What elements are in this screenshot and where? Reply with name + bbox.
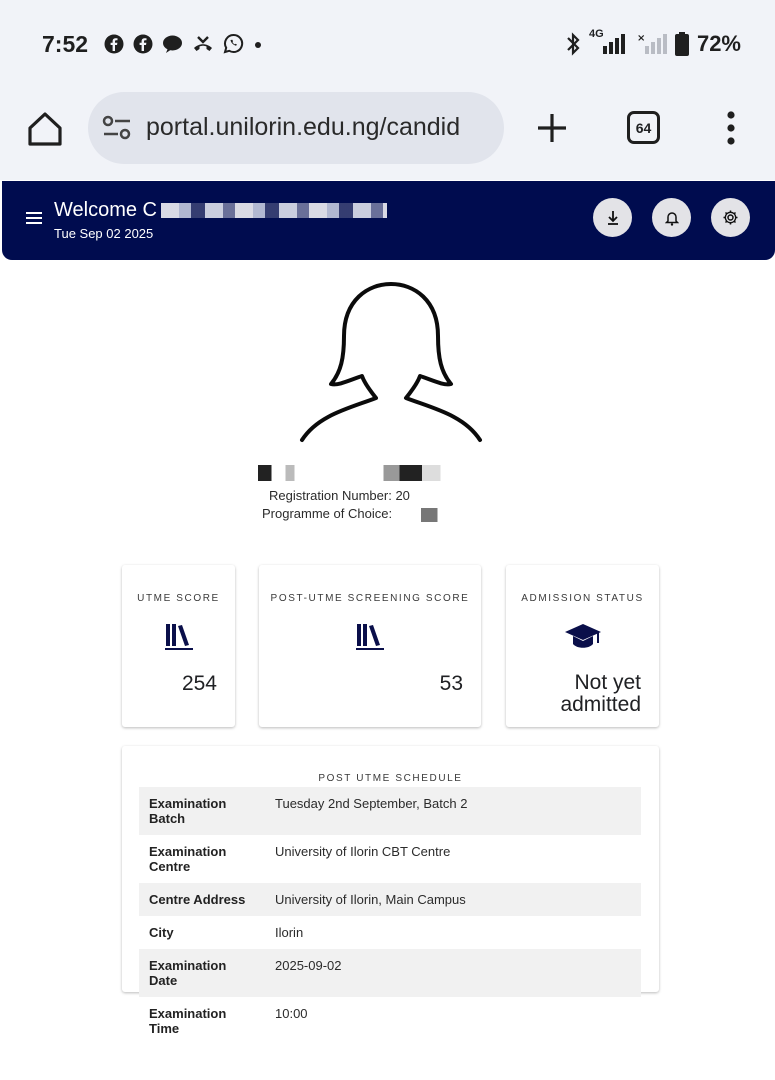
post-utme-score-title: POST-UTME SCREENING SCORE <box>270 593 470 604</box>
address-bar[interactable] <box>88 92 504 164</box>
download-button[interactable] <box>593 198 632 237</box>
redacted-name <box>161 203 387 218</box>
network-type-label: 4G <box>588 28 604 40</box>
system-status <box>565 28 741 57</box>
schedule-row-value: University of Ilorin, Main Campus <box>265 883 641 916</box>
welcome-text: Welcome C <box>54 199 157 221</box>
admission-status-line1: Not yet <box>574 671 641 694</box>
url-text[interactable]: portal.unilorin.edu.ng/candid <box>146 113 461 141</box>
schedule-row-value: Ilorin <box>275 925 304 940</box>
more-menu-icon[interactable] <box>724 110 738 146</box>
chat-bubble-icon <box>162 34 183 54</box>
schedule-row-label: Examination Time <box>149 1006 227 1036</box>
schedule-row-city <box>139 916 641 949</box>
home-icon[interactable] <box>24 108 66 150</box>
redacted-programme <box>396 508 486 522</box>
schedule-row-label: Centre Address <box>139 883 265 916</box>
status-bar <box>0 0 775 88</box>
bluetooth-icon <box>565 32 581 56</box>
utme-score-value: 254 <box>181 672 217 695</box>
schedule-row-label: Examination Centre <box>149 844 227 874</box>
schedule-row-address <box>139 883 641 916</box>
signal-4g-icon <box>588 28 629 56</box>
schedule-row-label: Examination Date <box>139 949 265 997</box>
schedule-title: POST UTME SCHEDULE <box>318 773 463 784</box>
admission-status-line2: admitted <box>560 693 641 716</box>
admission-status-value <box>560 672 641 716</box>
hamburger-menu-icon[interactable] <box>26 211 42 225</box>
schedule-table <box>139 787 641 1045</box>
notifications-button[interactable] <box>652 198 691 237</box>
app-header <box>2 181 775 260</box>
battery-percent: 72% <box>696 31 741 56</box>
schedule-row-value: 2025-09-02 <box>265 949 641 997</box>
schedule-row-value: University of Ilorin CBT Centre <box>275 844 451 859</box>
programme-of-choice <box>262 506 486 522</box>
registration-label: Registration Number: 20 <box>269 488 410 503</box>
signal-no-sim-icon <box>637 32 667 56</box>
bell-icon <box>665 210 679 226</box>
registration-number <box>269 488 410 503</box>
schedule-row-batch <box>139 787 641 835</box>
post-utme-score-card <box>259 565 481 727</box>
clock: 7:52 <box>42 31 89 57</box>
utme-score-title: UTME SCORE <box>137 593 220 604</box>
books-icon <box>355 621 385 651</box>
download-icon <box>606 210 620 226</box>
schedule-row-label: Examination Batch <box>139 787 265 835</box>
graduation-cap-icon <box>564 621 602 651</box>
notification-icons <box>104 33 263 54</box>
profile-avatar-icon <box>298 280 484 444</box>
utme-score-card <box>122 565 235 727</box>
welcome-title <box>54 199 387 222</box>
svg-text:×: × <box>636 33 646 44</box>
gear-icon <box>722 209 739 226</box>
schedule-row-centre <box>139 835 641 883</box>
facebook-icon <box>104 34 124 54</box>
tab-count: 64 <box>635 119 652 136</box>
admission-status-card <box>506 565 659 727</box>
admission-status-title: ADMISSION STATUS <box>521 593 644 604</box>
post-utme-score-value: 53 <box>439 672 463 695</box>
redacted-candidate-name <box>258 465 486 481</box>
missed-call-icon <box>192 34 214 54</box>
programme-label: Programme of Choice: <box>262 506 396 521</box>
schedule-row-date <box>139 949 641 997</box>
schedule-row-label: City <box>149 925 174 940</box>
header-date: Tue Sep 02 2025 <box>54 226 154 241</box>
site-settings-icon[interactable] <box>102 114 132 142</box>
new-tab-icon[interactable] <box>534 110 570 146</box>
schedule-row-time <box>139 997 641 1045</box>
battery-icon <box>675 32 689 56</box>
whatsapp-icon <box>223 33 244 54</box>
settings-button[interactable] <box>711 198 750 237</box>
browser-toolbar <box>0 88 775 180</box>
tab-switcher-button[interactable] <box>627 111 660 144</box>
more-dot-icon <box>253 34 263 54</box>
books-icon <box>164 621 194 651</box>
facebook-icon <box>133 34 153 54</box>
schedule-row-value: Tuesday 2nd September, Batch 2 <box>265 787 641 835</box>
schedule-row-value: 10:00 <box>275 1006 308 1021</box>
